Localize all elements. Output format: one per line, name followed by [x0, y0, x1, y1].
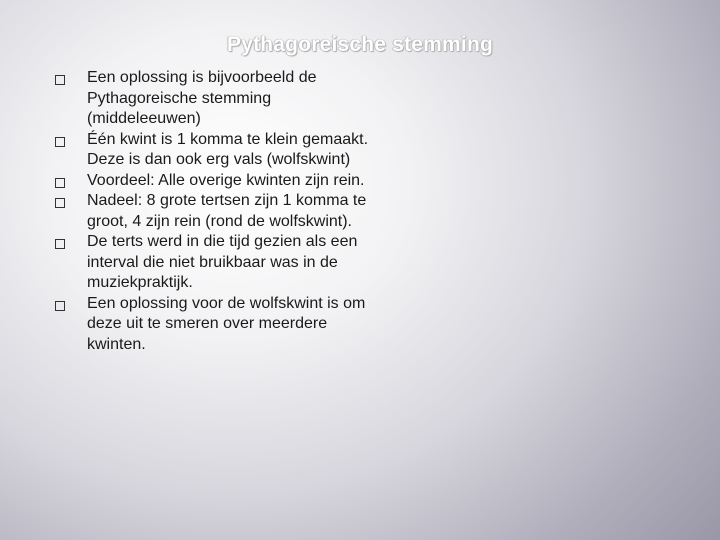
square-bullet-icon — [55, 178, 65, 188]
bullet-item — [52, 232, 372, 294]
square-bullet-icon — [55, 301, 65, 311]
bullet-item — [52, 171, 372, 192]
bullet-text: Één kwint is 1 komma te klein gemaakt. Deze is dan ook erg vals (wolfskwint) — [87, 130, 369, 168]
bullet-item — [52, 130, 372, 171]
bullet-text: Voordeel: Alle overige kwinten zijn rein. — [87, 171, 365, 189]
square-bullet-icon — [55, 75, 65, 85]
bullet-list — [52, 68, 372, 355]
square-bullet-icon — [55, 198, 65, 208]
bullet-text: De terts werd in die tijd gezien als een interval die niet bruikbaar was in de muziekpraktijk. — [87, 233, 358, 291]
bullet-text: Een oplossing is bijvoorbeeld de Pythagoreische stemming (middeleeuwen) — [87, 69, 317, 127]
slide-title: Pythagoreische stemming — [226, 33, 493, 56]
bullet-text: Een oplossing voor de wolfskwint is om deze uit te smeren over meerdere kwinten. — [87, 294, 366, 353]
bullet-text: Nadeel: 8 grote tertsen zijn 1 komma te groot, 4 zijn rein (rond de wolfskwint). — [87, 192, 367, 230]
square-bullet-icon — [55, 239, 65, 249]
square-bullet-icon — [55, 137, 65, 147]
bullet-item — [52, 191, 372, 232]
bullet-item — [52, 68, 372, 130]
bullet-item — [52, 294, 372, 356]
